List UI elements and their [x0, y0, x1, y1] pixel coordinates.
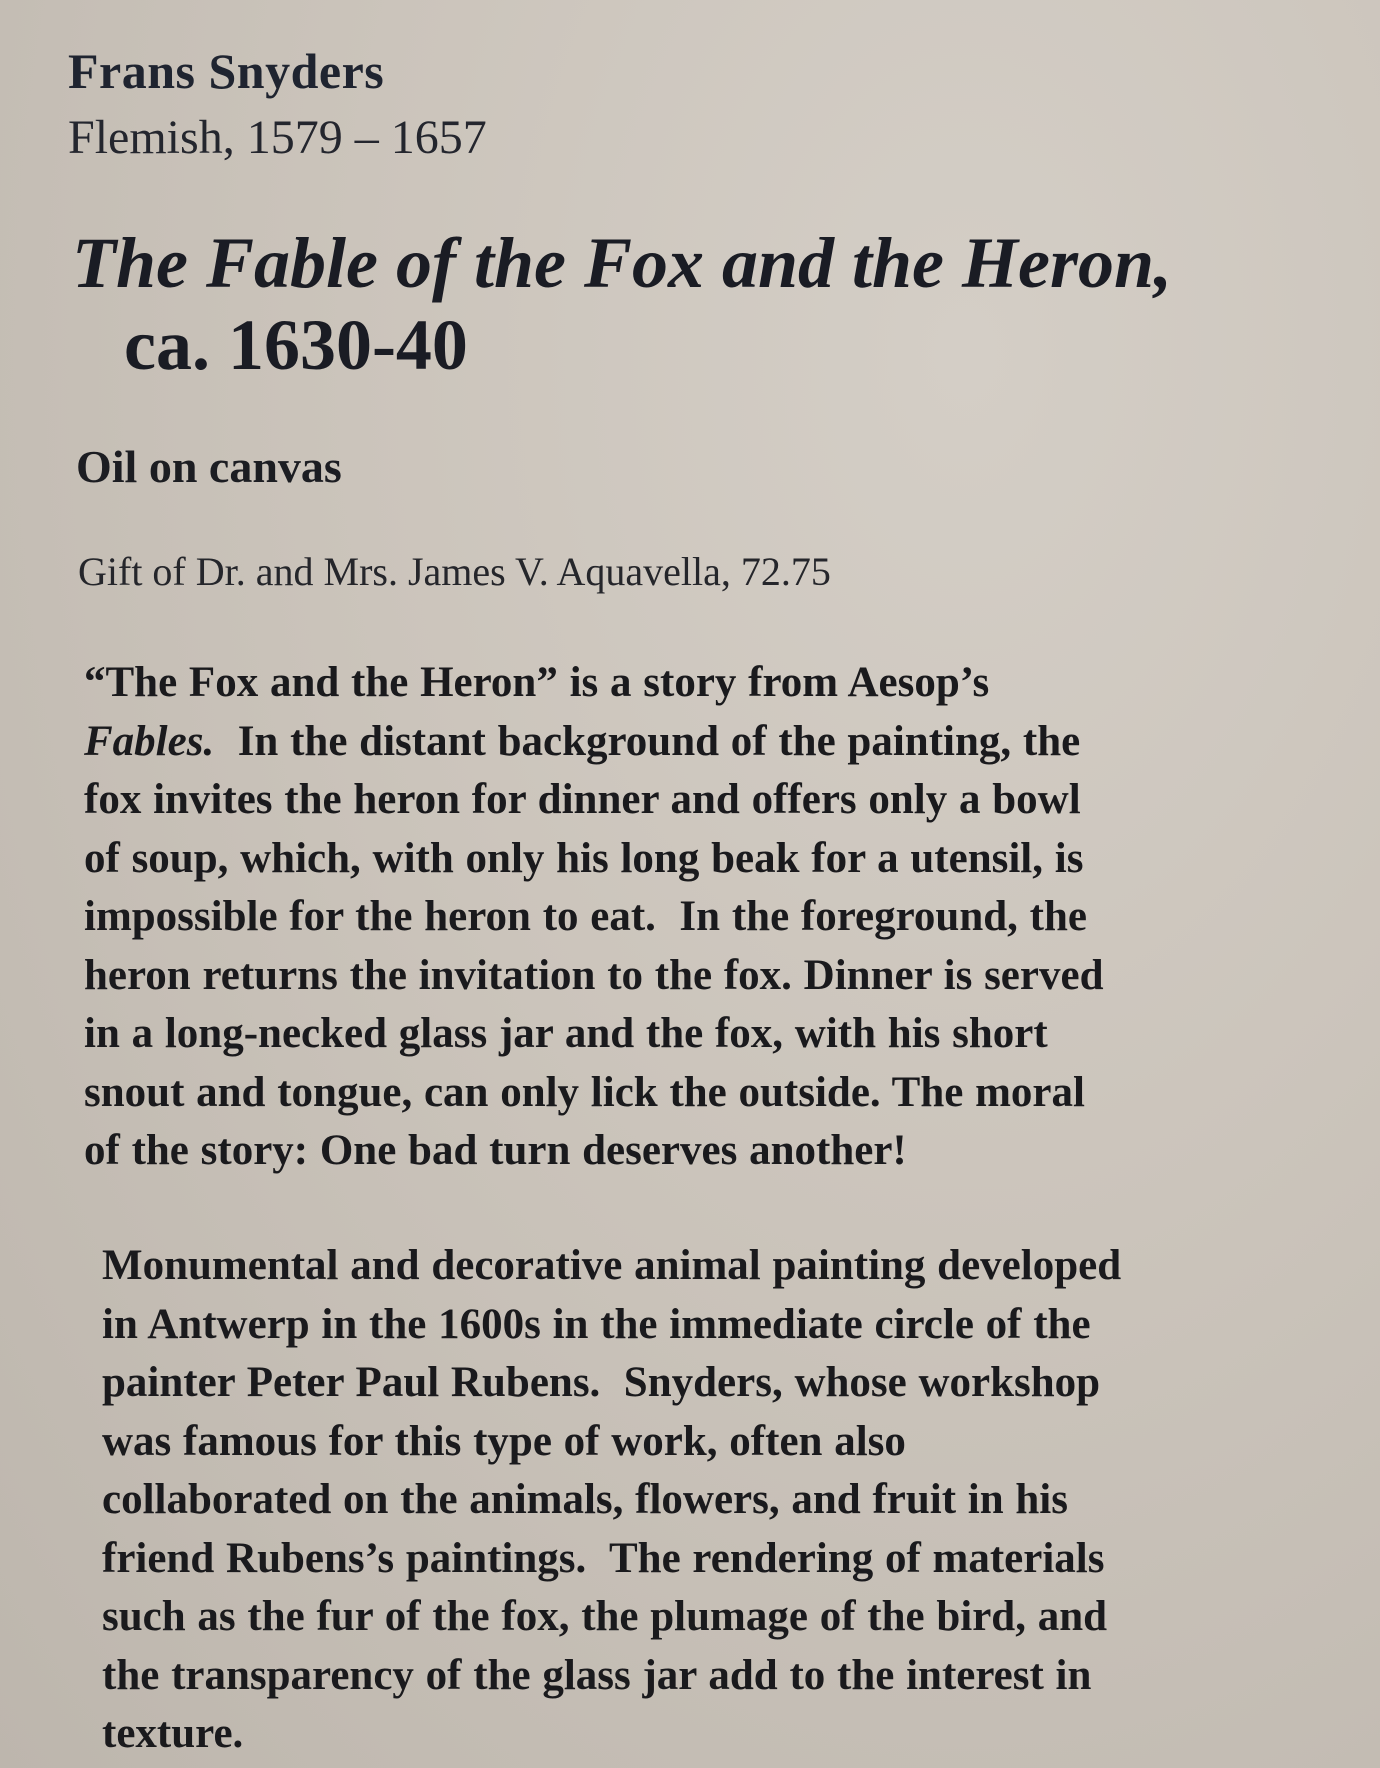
- text-line: “The Fox and the Heron” is a story from Aesop’s: [84, 659, 990, 706]
- text-line: painter Peter Paul Rubens. Snyders, whose workshop: [102, 1359, 1101, 1406]
- artist-nationality-dates: Flemish, 1579 – 1657: [68, 111, 487, 164]
- text-fragment: In the distant background of the painting, the: [214, 717, 1081, 765]
- text-line: of the story: One bad turn deserves another!: [84, 1127, 907, 1174]
- text-line: in a long-necked glass jar and the fox, with his short: [84, 1010, 1048, 1057]
- text-line: Monumental and decorative animal painting developed: [102, 1242, 1122, 1289]
- text-line: such as the fur of the fox, the plumage of the bird, and: [102, 1593, 1108, 1640]
- artwork-medium: Oil on canvas: [76, 441, 342, 492]
- text-line: the transparency of the glass jar add to the interest in: [102, 1651, 1092, 1699]
- credit-line: Gift of Dr. and Mrs. James V. Aquavella, 72.75: [78, 549, 831, 594]
- text-line: impossible for the heron to eat. In the foreground, the: [84, 893, 1087, 940]
- text-line: collaborated on the animals, flowers, and fruit in his: [102, 1476, 1068, 1523]
- description-paragraph-fable: [84, 654, 1344, 1181]
- artist-name: Frans Snyders: [68, 43, 385, 99]
- text-line: snout and tongue, can only lick the outside. The moral: [84, 1068, 1085, 1116]
- artwork-date: ca. 1630-40: [124, 305, 468, 385]
- text-line: was famous for this type of work, often also: [102, 1417, 906, 1465]
- description-paragraph-context: [102, 1237, 1352, 1764]
- fables-italic-text: Fables.: [84, 717, 215, 765]
- text-line: of soup, which, with only his long beak for a utensil, is: [84, 834, 1084, 882]
- text-line: texture.: [102, 1710, 244, 1757]
- artwork-title: [72, 222, 1172, 386]
- text-line: [84, 713, 1344, 772]
- artwork-title-text: The Fable of the Fox and the Heron,: [72, 223, 1173, 303]
- text-line: fox invites the heron for dinner and offers only a bowl: [84, 776, 1081, 823]
- text-line: friend Rubens’s paintings. The rendering of materials: [102, 1534, 1105, 1582]
- text-line: heron returns the invitation to the fox. Dinner is served: [84, 951, 1104, 999]
- text-line: in Antwerp in the 1600s in the immediate circle of the: [102, 1300, 1091, 1348]
